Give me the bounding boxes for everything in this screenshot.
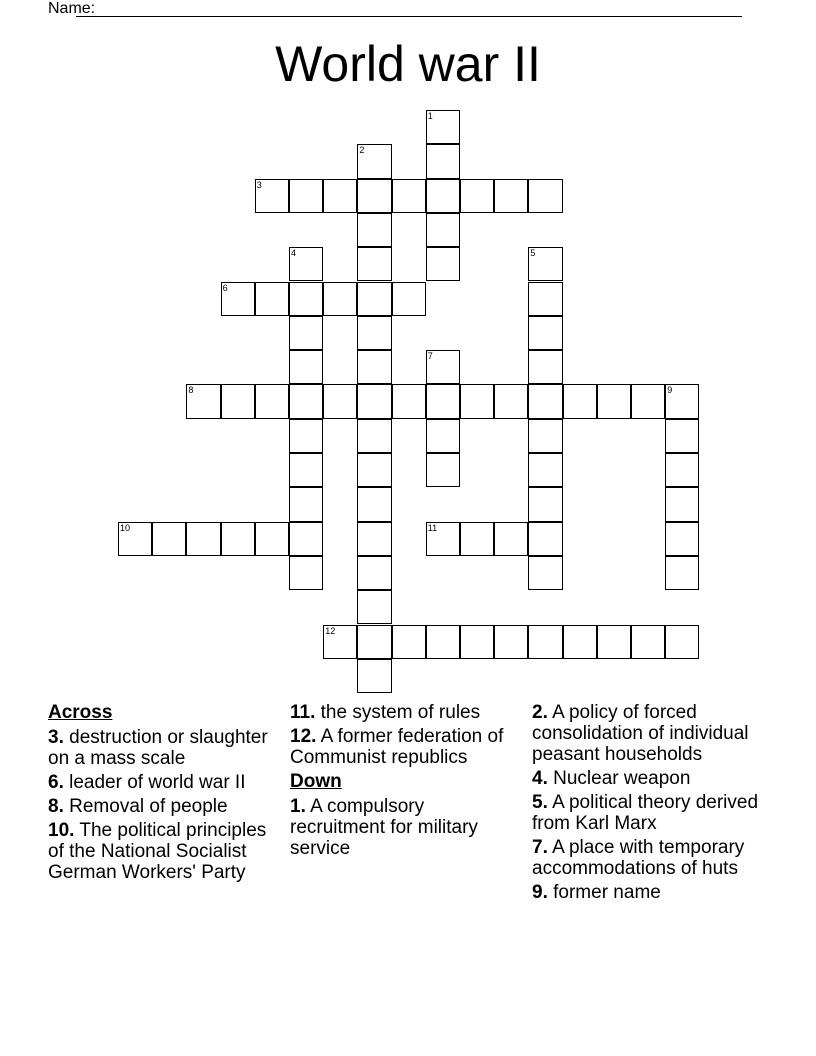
clue-text: A policy of forced consolidation of individual peasant households <box>532 702 749 765</box>
grid-cell[interactable] <box>426 625 460 659</box>
grid-cell[interactable] <box>357 522 391 556</box>
grid-cell[interactable] <box>357 590 391 624</box>
grid-cell[interactable] <box>665 522 699 556</box>
grid-cell[interactable] <box>426 453 460 487</box>
clue-number: 4. <box>532 768 548 789</box>
grid-cell[interactable] <box>357 247 391 281</box>
clue-across-8 <box>48 796 280 817</box>
grid-cell[interactable] <box>289 350 323 384</box>
clues-column-1 <box>48 702 280 886</box>
down-heading: Down <box>290 771 342 792</box>
clue-down-7 <box>532 837 772 879</box>
clue-down-5 <box>532 792 772 834</box>
grid-cell[interactable] <box>631 625 665 659</box>
grid-cell[interactable] <box>221 384 255 418</box>
clue-across-11 <box>290 702 522 723</box>
grid-cell[interactable] <box>528 247 562 281</box>
grid-cell[interactable] <box>426 419 460 453</box>
grid-cell[interactable] <box>528 179 562 213</box>
grid-cell[interactable] <box>289 384 323 418</box>
grid-cell[interactable] <box>528 350 562 384</box>
grid-cell[interactable] <box>460 625 494 659</box>
grid-cell[interactable] <box>255 522 289 556</box>
grid-cell[interactable] <box>255 282 289 316</box>
cell-number: 12 <box>325 625 336 636</box>
grid-cell[interactable] <box>426 213 460 247</box>
clue-text: leader of world war II <box>63 772 246 793</box>
grid-cell[interactable] <box>323 625 357 659</box>
grid-cell[interactable] <box>357 659 391 693</box>
grid-cell[interactable] <box>494 522 528 556</box>
grid-cell[interactable] <box>665 453 699 487</box>
clue-down-1 <box>290 796 522 859</box>
cell-number: 6 <box>222 282 228 293</box>
grid-cell[interactable] <box>255 384 289 418</box>
clue-across-12 <box>290 726 522 768</box>
grid-cell[interactable] <box>289 487 323 521</box>
grid-cell[interactable] <box>357 316 391 350</box>
grid-cell[interactable] <box>665 384 699 418</box>
grid-cell[interactable] <box>186 384 220 418</box>
grid-cell[interactable] <box>392 625 426 659</box>
clue-text: Removal of people <box>63 796 228 817</box>
grid-cell[interactable] <box>460 179 494 213</box>
clue-across-10 <box>48 820 280 883</box>
grid-cell[interactable] <box>597 384 631 418</box>
clue-text: Nuclear weapon <box>547 768 691 789</box>
grid-cell[interactable] <box>528 419 562 453</box>
grid-cell[interactable] <box>289 419 323 453</box>
grid-cell[interactable] <box>289 522 323 556</box>
grid-cell[interactable] <box>528 625 562 659</box>
cell-number: 4 <box>291 248 297 259</box>
grid-cell[interactable] <box>357 350 391 384</box>
grid-cell[interactable] <box>357 419 391 453</box>
grid-cell[interactable] <box>426 522 460 556</box>
cell-number: 5 <box>530 248 536 259</box>
name-line[interactable] <box>76 16 742 17</box>
grid-cell[interactable] <box>665 556 699 590</box>
clue-number: 5. <box>532 792 548 813</box>
grid-cell[interactable] <box>118 522 152 556</box>
grid-cell[interactable] <box>665 419 699 453</box>
clue-text: A compulsory recruitment for military service <box>290 796 478 859</box>
grid-cell[interactable] <box>597 625 631 659</box>
clue-text: A place with temporary accommodations of huts <box>532 837 745 879</box>
cell-number: 9 <box>667 385 673 396</box>
grid-cell[interactable] <box>289 316 323 350</box>
grid-cell[interactable] <box>289 282 323 316</box>
grid-cell[interactable] <box>494 384 528 418</box>
grid-cell[interactable] <box>221 522 255 556</box>
grid-cell[interactable] <box>494 179 528 213</box>
clue-text: The political principles of the National Socialist German Workers' Party <box>48 820 267 883</box>
grid-cell[interactable] <box>528 316 562 350</box>
cell-number: 10 <box>120 522 131 533</box>
grid-cell[interactable] <box>426 384 460 418</box>
grid-cell[interactable] <box>357 213 391 247</box>
cell-number: 8 <box>188 385 194 396</box>
grid-cell[interactable] <box>665 625 699 659</box>
grid-cell[interactable] <box>631 384 665 418</box>
across-heading: Across <box>48 702 113 723</box>
clue-number: 8. <box>48 796 64 817</box>
grid-cell[interactable] <box>494 625 528 659</box>
grid-cell[interactable] <box>392 384 426 418</box>
clue-across-6 <box>48 772 280 793</box>
clue-text: destruction or slaughter on a mass scale <box>48 727 268 769</box>
grid-cell[interactable] <box>426 144 460 178</box>
grid-cell[interactable] <box>255 179 289 213</box>
grid-cell[interactable] <box>357 144 391 178</box>
page-title: World war II <box>275 36 541 92</box>
clue-number: 7. <box>532 837 548 858</box>
grid-cell[interactable] <box>357 487 391 521</box>
grid-cell[interactable] <box>323 179 357 213</box>
clue-down-9 <box>532 882 772 903</box>
grid-cell[interactable] <box>323 282 357 316</box>
clue-number: 11. <box>290 702 316 723</box>
grid-cell[interactable] <box>357 556 391 590</box>
clue-number: 1. <box>290 796 306 817</box>
grid-cell[interactable] <box>152 522 186 556</box>
clue-number: 10. <box>48 820 75 841</box>
clue-down-4 <box>532 768 772 789</box>
grid-cell[interactable] <box>528 556 562 590</box>
clue-text: A former federation of Communist republics <box>290 726 504 768</box>
grid-cell[interactable] <box>186 522 220 556</box>
grid-cell[interactable] <box>665 487 699 521</box>
grid-cell[interactable] <box>392 282 426 316</box>
grid-cell[interactable] <box>528 522 562 556</box>
clue-number: 6. <box>48 772 64 793</box>
clue-text: former name <box>547 882 661 903</box>
grid-cell[interactable] <box>357 384 391 418</box>
name-label: Name: <box>48 0 96 17</box>
grid-cell[interactable] <box>426 350 460 384</box>
clue-across-3 <box>48 727 280 769</box>
clue-down-2 <box>532 702 772 765</box>
clue-number: 2. <box>532 702 548 723</box>
grid-cell[interactable] <box>426 179 460 213</box>
grid-cell[interactable] <box>392 179 426 213</box>
cell-number: 3 <box>256 179 262 190</box>
cell-number: 11 <box>427 522 438 533</box>
grid-cell[interactable] <box>357 453 391 487</box>
clues-column-2 <box>290 702 522 862</box>
grid-cell[interactable] <box>357 282 391 316</box>
grid-cell[interactable] <box>460 384 494 418</box>
grid-cell[interactable] <box>289 556 323 590</box>
grid-cell[interactable] <box>528 487 562 521</box>
grid-cell[interactable] <box>289 179 323 213</box>
grid-cell[interactable] <box>426 110 460 144</box>
grid-cell[interactable] <box>357 625 391 659</box>
clue-number: 3. <box>48 727 64 748</box>
grid-cell[interactable] <box>528 453 562 487</box>
grid-cell[interactable] <box>528 384 562 418</box>
cell-number: 2 <box>359 145 365 156</box>
clue-number: 9. <box>532 882 548 903</box>
clues-column-3 <box>532 702 772 906</box>
clue-number: 12. <box>290 726 317 747</box>
grid-cell[interactable] <box>323 384 357 418</box>
cell-number: 7 <box>427 351 433 362</box>
grid-cell[interactable] <box>460 522 494 556</box>
clue-text: the system of rules <box>315 702 481 723</box>
grid-cell[interactable] <box>426 247 460 281</box>
grid-cell[interactable] <box>357 179 391 213</box>
cell-number: 1 <box>427 111 433 121</box>
grid-cell[interactable] <box>563 625 597 659</box>
grid-cell[interactable] <box>289 453 323 487</box>
grid-cell[interactable] <box>563 384 597 418</box>
grid-cell[interactable] <box>221 282 255 316</box>
grid-cell[interactable] <box>289 247 323 281</box>
grid-cell[interactable] <box>528 282 562 316</box>
clue-text: A political theory derived from Karl Marx <box>532 792 759 834</box>
